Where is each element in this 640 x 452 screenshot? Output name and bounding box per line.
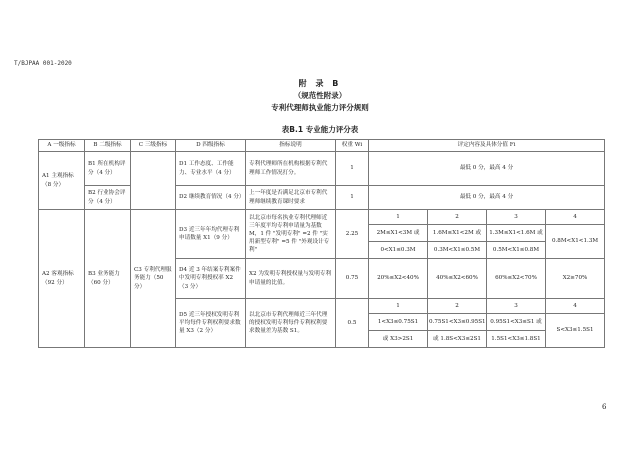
indicator-a1: A1 主观指标（8 分） <box>39 152 85 210</box>
col-b-header: B 二级指标 <box>85 140 131 152</box>
indicator-c-empty <box>131 152 176 210</box>
d3-range-3-top: 1.3M≤X1<1.6M 或 <box>487 225 546 242</box>
d5-level-4: 4 <box>546 299 605 314</box>
d4-range-4: X2≥70% <box>546 259 605 299</box>
indicator-c3: C3 专利代理服务能力（50 分） <box>131 210 176 348</box>
indicator-b3: B3 业务能力（60 分） <box>85 210 131 348</box>
table-caption: 表B.1 专业能力评分表 <box>281 125 359 134</box>
scoring-table <box>38 139 605 348</box>
d3-level-1: 1 <box>369 210 428 225</box>
weight-d2: 1 <box>336 186 369 210</box>
d3-range-2-top: 1.6M≤X1<2M 或 <box>428 225 487 242</box>
d5-range-2-top: 0.75S1<X3≤0.95S1 <box>428 314 487 331</box>
d5-level-2: 2 <box>428 299 487 314</box>
desc-d5: 以北京市专利代理师近三年代理的授权发明专利每件专利权利要求数量差为基数 S1。 <box>246 299 336 348</box>
header-row <box>39 140 605 152</box>
standard-code: T/BJPAA 001-2020 <box>14 60 72 67</box>
d3-level-4: 4 <box>546 210 605 225</box>
table-row-d1 <box>39 152 605 186</box>
d5-range-3-bottom: 1.5S1<X3≤1.8S1 <box>487 331 546 348</box>
d5-range-1-bottom: 或 X3>2S1 <box>369 331 428 348</box>
d3-range-2-bottom: 0.3M<X1≤0.5M <box>428 242 487 259</box>
d3-range-3-bottom: 0.5M<X1≤0.8M <box>487 242 546 259</box>
d4-range-3: 60%≤X2<70% <box>487 259 546 299</box>
col-c-header: C 三级指标 <box>131 140 176 152</box>
desc-d3: 以北京市每名执业专利代理师近三年度平均专利申请量为基数 M，1 件 "发明专利" =2 件 "实用新型专利" =5 件 "外观设计专利" <box>246 210 336 259</box>
score-d1: 最低 0 分，最高 4 分 <box>369 152 605 186</box>
col-d-header: D 四级指标 <box>176 140 246 152</box>
col-weight-header: 权重 Wi <box>336 140 369 152</box>
score-d2: 最低 0 分，最高 4 分 <box>369 186 605 210</box>
desc-d2: 上一年度是否满足北京市专利代理师继续教育课时要求 <box>246 186 336 210</box>
col-a-header: A 一级指标 <box>39 140 85 152</box>
table-row-d3-levels <box>39 210 605 225</box>
d3-level-3: 3 <box>487 210 546 225</box>
appendix-name: 专利代理师执业能力评分规则 <box>271 103 369 112</box>
d5-level-1: 1 <box>369 299 428 314</box>
weight-d4: 0.75 <box>336 259 369 299</box>
indicator-b1: B1 所在机构评分（4 分） <box>85 152 131 186</box>
indicator-b2: B2 行业协会评分（4 分） <box>85 186 131 210</box>
d5-range-4: S<X3≤1.5S1 <box>546 314 605 348</box>
indicator-d4: D4 近 3 年结案专利案件中发明专利授权率 X2（3 分） <box>176 259 246 299</box>
d5-range-3-top: 0.95S1<X3≤S1 或 <box>487 314 546 331</box>
indicator-d2: D2 继续教育情况（4 分） <box>176 186 246 210</box>
weight-d3: 2.25 <box>336 210 369 259</box>
weight-d5: 0.5 <box>336 299 369 348</box>
d5-range-1-top: 1<X3≤0.75S1 <box>369 314 428 331</box>
d5-level-3: 3 <box>487 299 546 314</box>
indicator-d3: D3 近三年年均代理专利申请数量 X1（9 分） <box>176 210 246 259</box>
indicator-d5: D5 近三年授权发明专利平均每件专利权利要求数量 X3（2 分） <box>176 299 246 348</box>
d4-range-1: 20%≤X2<40% <box>369 259 428 299</box>
desc-d1: 专利代理师所在机构根据专利代理师工作情况打分。 <box>246 152 336 186</box>
d5-range-2-bottom: 或 1.8S<X3≤2S1 <box>428 331 487 348</box>
indicator-d1: D1 工作态度、工作能力、专业水平（4 分） <box>176 152 246 186</box>
appendix-title: 附 录 B <box>298 79 342 88</box>
page-number: 6 <box>602 403 607 411</box>
appendix-note: （规范性附录） <box>293 91 347 100</box>
weight-d1: 1 <box>336 152 369 186</box>
desc-d4: X2 为发明专利授权量与发明专利申请量的比值。 <box>246 259 336 299</box>
d3-range-1-bottom: 0<X1≤0.3M <box>369 242 428 259</box>
indicator-a2: A2 客观指标（92 分） <box>39 210 85 348</box>
d3-range-4: 0.8M<X1<1.3M <box>546 225 605 259</box>
d4-range-2: 40%≤X2<60% <box>428 259 487 299</box>
col-score-header: 评定内容及具体分值 Fi <box>369 140 605 152</box>
col-desc-header: 指标说明 <box>246 140 336 152</box>
d3-range-1-top: 2M≤X1<3M 或 <box>369 225 428 242</box>
d3-level-2: 2 <box>428 210 487 225</box>
table-row-d2 <box>39 186 605 210</box>
